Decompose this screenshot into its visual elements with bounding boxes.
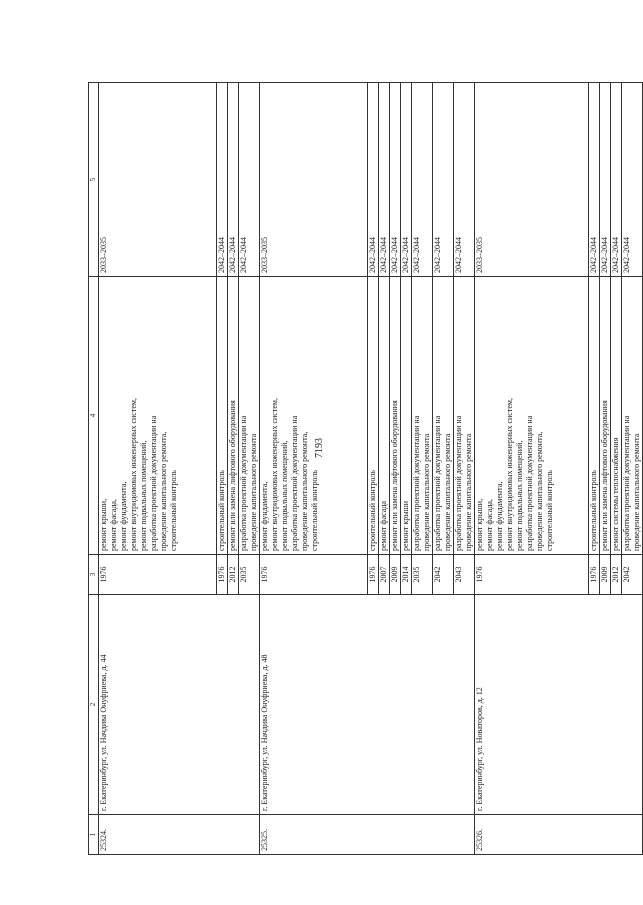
period-cell: 2042–2044 — [401, 83, 412, 277]
period-cell: 2042–2044 — [217, 83, 228, 277]
year-cell: 2009 — [600, 555, 611, 595]
works-cell: ремонт крыши — [401, 277, 412, 555]
rotated-table-container — [88, 83, 641, 855]
works-cell: ремонт или замена лифтового оборудования — [228, 277, 239, 555]
period-cell: 2042–2044 — [611, 83, 622, 277]
address-cell: г. Екатеринбург, ул. Начдива Онуфриева, д. 48 — [260, 595, 475, 815]
table-row — [475, 83, 589, 855]
page-number: 7193 — [314, 438, 325, 458]
year-cell: 1976 — [260, 555, 368, 595]
works-cell: разработка проектной документации на проведение капитального ремонта — [622, 277, 643, 555]
period-cell: 2042–2044 — [412, 83, 433, 277]
works-cell: разработка проектной документации на проведение капитального ремонта — [239, 277, 260, 555]
header-cell-4: 4 — [89, 277, 99, 555]
period-cell: 2033–2035 — [260, 83, 368, 277]
period-cell: 2042–2044 — [368, 83, 379, 277]
works-cell: разработка проектной документации на проведение капитального ремонта — [433, 277, 454, 555]
year-cell: 2042 — [433, 555, 454, 595]
works-cell: ремонт фасада — [379, 277, 390, 555]
works-cell: строительный контроль — [368, 277, 379, 555]
header-cell-5: 5 — [89, 83, 99, 277]
address-cell: г. Екатеринбург, ул. Начдива Онуфриева, д. 44 — [99, 595, 260, 815]
works-cell: разработка проектной документации на проведение капитального ремонта — [454, 277, 475, 555]
table-row — [260, 83, 368, 855]
year-cell: 2012 — [611, 555, 622, 595]
year-cell: 2007 — [379, 555, 390, 595]
year-cell: 1976 — [99, 555, 217, 595]
period-cell: 2042–2044 — [433, 83, 454, 277]
period-cell: 2042–2044 — [239, 83, 260, 277]
period-cell: 2042–2044 — [379, 83, 390, 277]
period-cell: 2042–2044 — [622, 83, 643, 277]
header-cell-2: 2 — [89, 595, 99, 815]
address-cell: г. Екатеринбург, ул. Новаторов, д. 12 — [475, 595, 643, 815]
year-cell: 1976 — [368, 555, 379, 595]
period-cell: 2042–2044 — [228, 83, 239, 277]
year-cell: 1976 — [589, 555, 600, 595]
period-cell: 2042–2044 — [589, 83, 600, 277]
year-cell: 1976 — [475, 555, 589, 595]
works-cell: ремонт или замена лифтового оборудования — [390, 277, 401, 555]
header-row — [89, 83, 99, 855]
year-cell: 2014 — [401, 555, 412, 595]
table-row — [99, 83, 217, 855]
period-cell: 2033–2035 — [99, 83, 217, 277]
works-cell: ремонт крыши, ремонт фасада, ремонт фундамента, ремонт внутридомовых инженерных систем, ремонт подвальных помещений, разработка проектной документации на проведение капитального ремонта, строительный контроль — [475, 277, 589, 555]
works-cell: ремонт системы теплоснабжения — [611, 277, 622, 555]
header-cell-3: 3 — [89, 555, 99, 595]
works-cell: разработка проектной документации на проведение капитального ремонта — [412, 277, 433, 555]
year-cell: 2042 — [622, 555, 643, 595]
period-cell: 2033–2035 — [475, 83, 589, 277]
period-cell: 2042–2044 — [600, 83, 611, 277]
period-cell: 2042–2044 — [454, 83, 475, 277]
works-cell: ремонт или замена лифтового оборудования — [600, 277, 611, 555]
year-cell: 2035 — [412, 555, 433, 595]
works-cell: ремонт фундамента, ремонт внутридомовых инженерных систем, ремонт подвальных помещений, разработка проектной документации на проведение капитального ремонта, строительный контроль — [260, 277, 368, 555]
entry-number-cell: 25325. — [260, 815, 475, 855]
year-cell: 2035 — [239, 555, 260, 595]
year-cell: 2012 — [228, 555, 239, 595]
period-cell: 2042–2044 — [390, 83, 401, 277]
header-cell-1: 1 — [89, 815, 99, 855]
entry-number-cell: 25324. — [99, 815, 260, 855]
year-cell: 1976 — [217, 555, 228, 595]
repair-schedule-table — [88, 82, 643, 855]
works-cell: строительный контроль — [217, 277, 228, 555]
works-cell: строительный контроль — [589, 277, 600, 555]
year-cell: 2009 — [390, 555, 401, 595]
year-cell: 2043 — [454, 555, 475, 595]
entry-number-cell: 25326. — [475, 815, 643, 855]
works-cell: ремонт крыши, ремонт фасада, ремонт фундамента, ремонт внутридомовых инженерных систем, ремонт подвальных помещений, разработка проектной документации на проведение капитального ремонта, строительный контроль — [99, 277, 217, 555]
